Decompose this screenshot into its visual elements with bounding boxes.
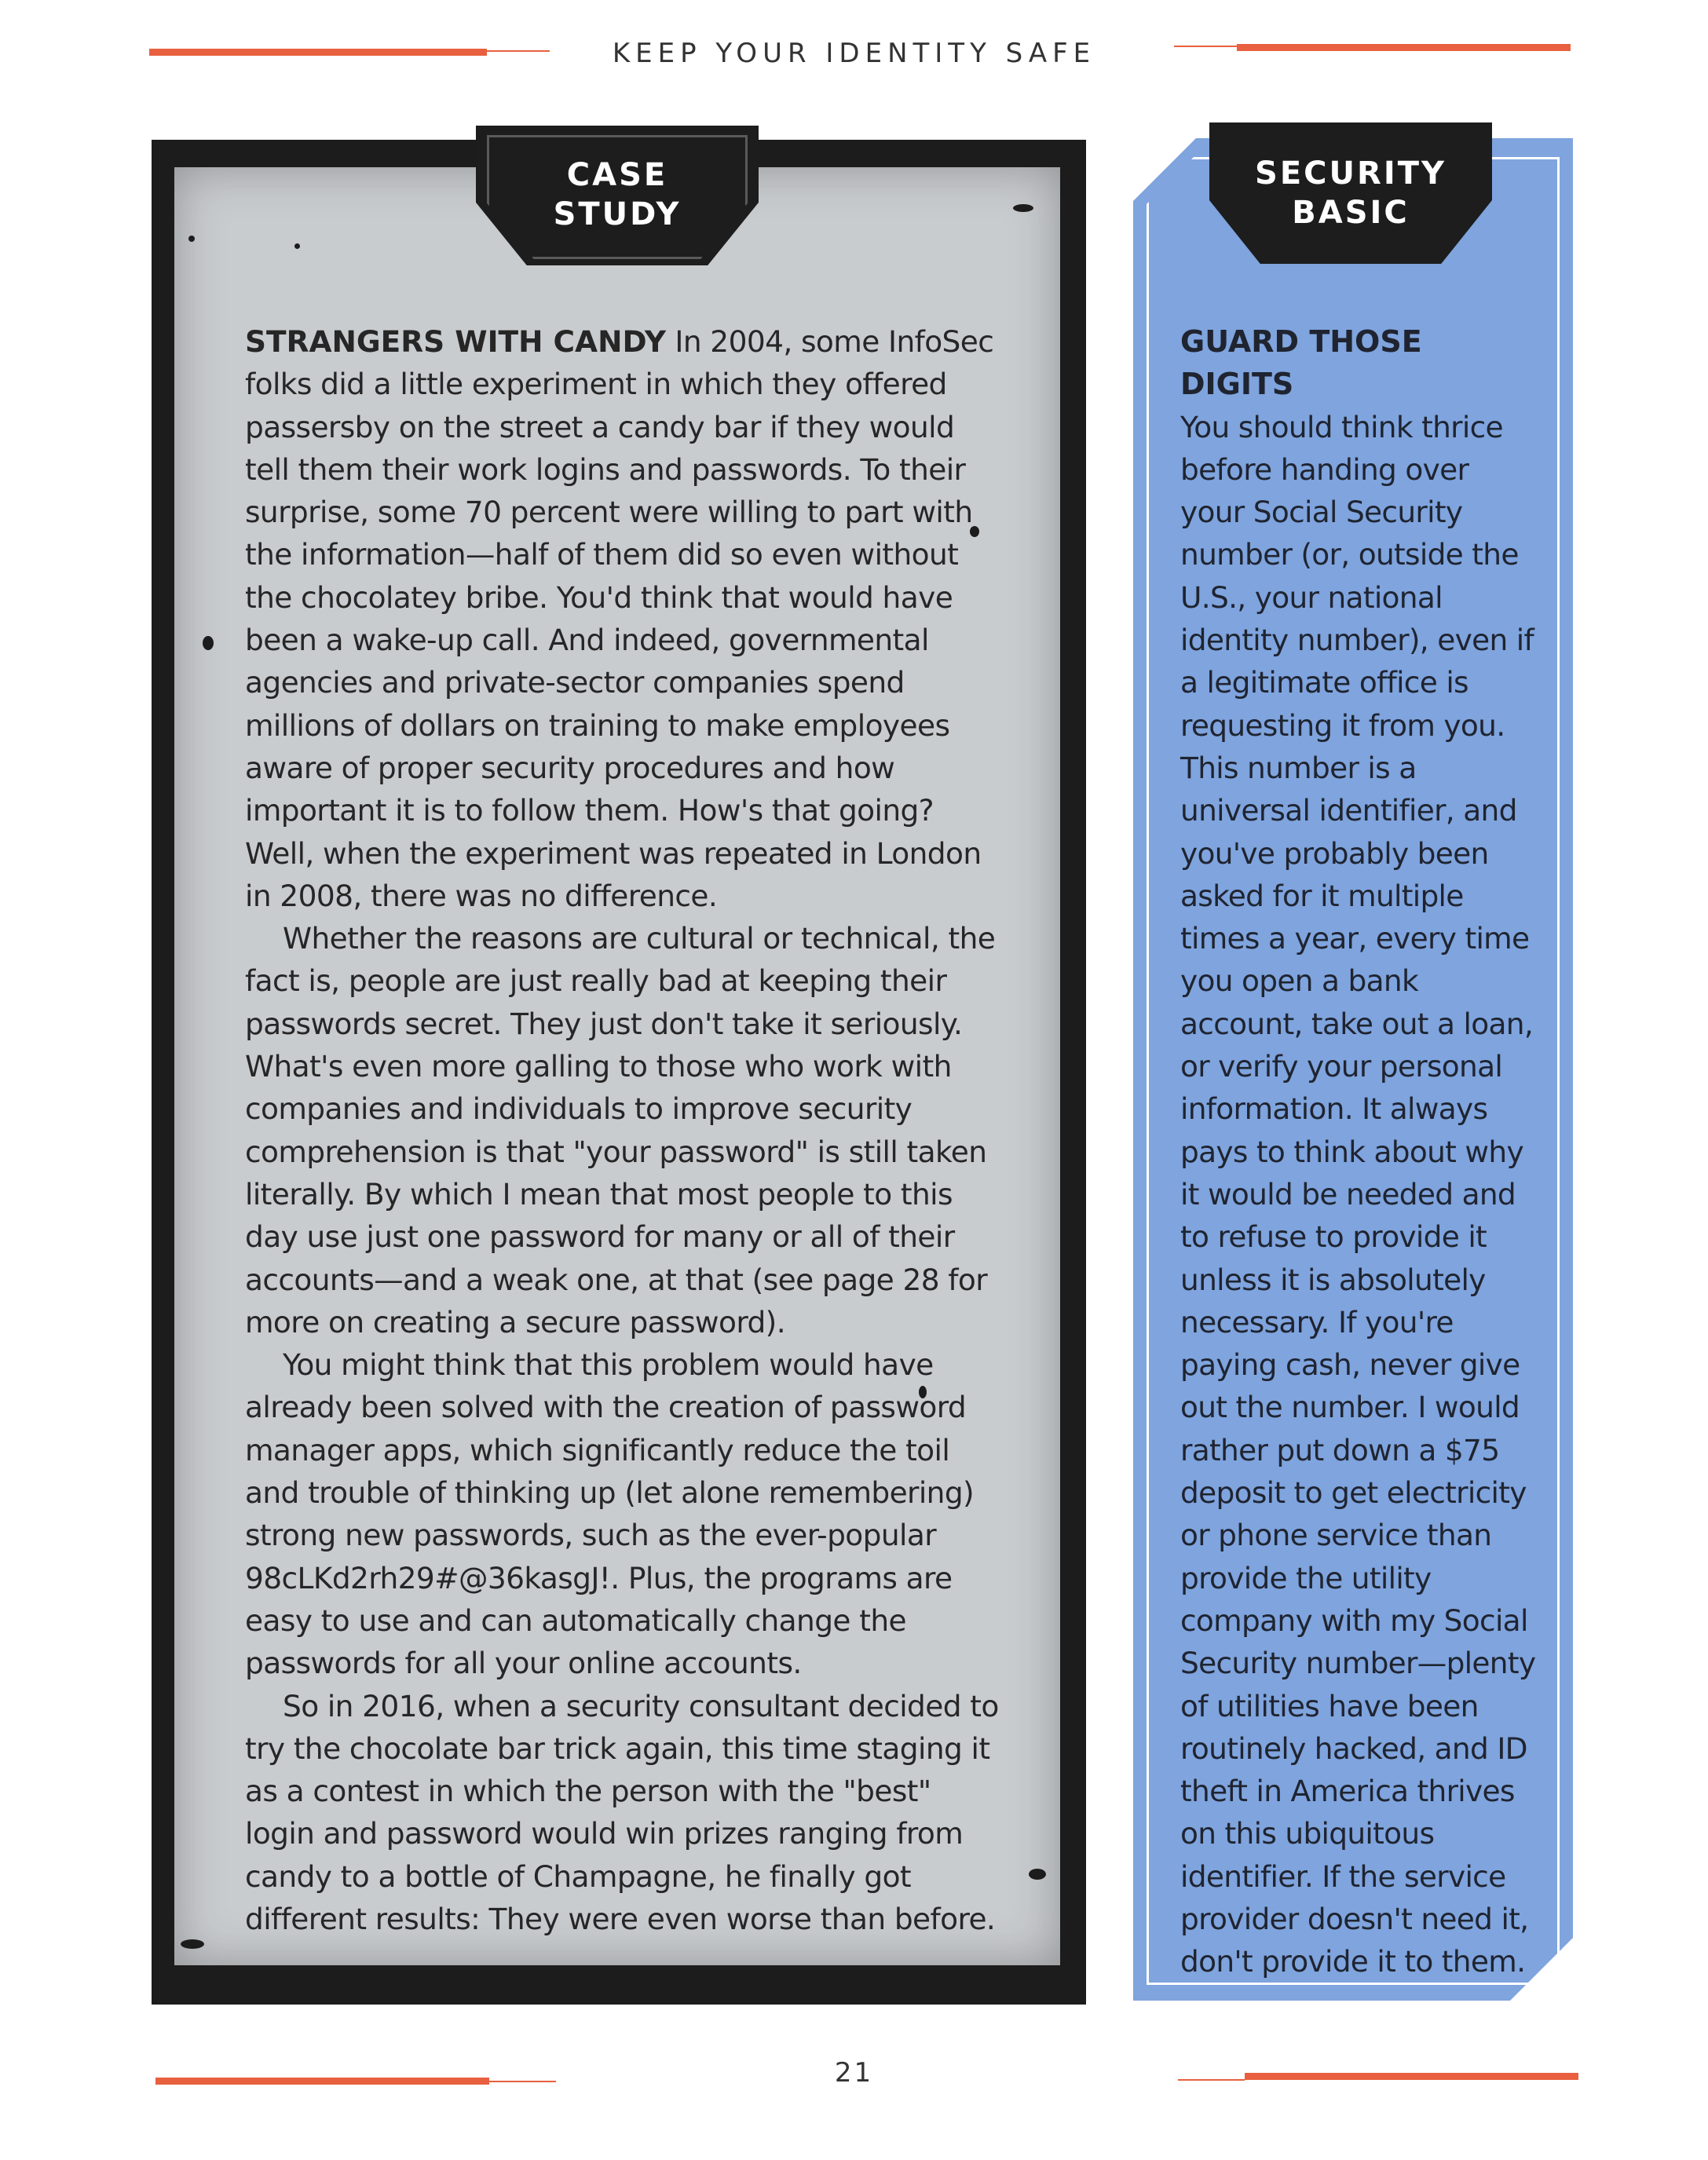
case-study-tab-label — [476, 155, 759, 234]
case-study-tab-line2: STUDY — [553, 196, 682, 232]
grunge-speck — [188, 236, 195, 242]
case-study-body — [245, 320, 1007, 1940]
grunge-speck — [203, 636, 214, 650]
security-basic-tab-line1: SECURITY — [1255, 155, 1446, 192]
running-head: KEEP YOUR IDENTITY SAFE — [612, 38, 1096, 69]
security-basic-body — [1180, 320, 1538, 1983]
case-study-paragraph-1-text: In 2004, some InfoSec folks did a little experiment in which they offered passersby on the street a candy bar if they would tell them their work logins and passwords. To their surprise, some 70 percent were willing to part with the information—half of them did so even without the chocolatey bribe. You'd think that would have been a wake-up call. And indeed, governmental agencies and private-sector companies spend millions of dollars on training to make employees aware of proper security procedures and how important it is to follow them. How's that going? Well, when the experiment was repeated in London in 2008, there was no difference. — [245, 324, 994, 913]
case-study-tab-line1: CASE — [566, 157, 668, 193]
grunge-speck — [1013, 204, 1033, 212]
case-study-paragraph-3: You might think that this problem would have already been solved with the creation of password manager apps, which significantly reduce the toil and trouble of thinking up (let alone remembering) strong new passwords, such as the ever-popular 98cLKd2rh29#@36kasgJ!. Plus, the programs are easy to use and can automatically change the passwords for all your online accounts. — [245, 1347, 975, 1681]
grunge-speck — [294, 243, 300, 249]
grunge-speck — [1029, 1869, 1046, 1880]
page-number: 21 — [834, 2057, 874, 2089]
case-study-paragraph-2: Whether the reasons are cultural or technical, the fact is, people are just really bad at keeping their passwords secret. They just don't take it seriously. What's even more galling to those who work with companies and individuals to improve security comprehension is that "your password" is still taken literally. By which I mean that most people to this day use just one password for many or all of their accounts—and a weak one, at that (see page 28 for more on creating a secure password). — [245, 921, 996, 1339]
case-study-paragraph-1 — [245, 320, 1007, 917]
security-basic-paragraph: You should think thrice before handing over your Social Security number (or, outside the U.S., your national identity number), even if a legitimate office is requesting it from you. This number is a universal identifier, and you've probably been asked for it multiple times a year, every time you open a bank account, take out a loan, or verify your personal information. It always pays to think about why it would be needed and to refuse to provide it unless it is absolutely necessary. If you're paying cash, never give out the number. I would rather put down a $75 deposit to get electricity or phone service than provide the utility company with my Social Security number—plenty of utilities have been routinely hacked, and ID theft in America thrives on this ubiquitous identifier. If the service provider doesn't need it, don't provide it to them. — [1180, 409, 1536, 1979]
security-basic-tab-line2: BASIC — [1292, 195, 1410, 231]
case-study-paragraph-4: So in 2016, when a security consultant decided to try the chocolate bar trick again, this time staging it as a contest in which the person with the "best" login and password would win prizes ranging from candy to a bottle of Champagne, he finally got different results: They were even worse than before. — [245, 1688, 999, 1936]
case-study-heading: STRANGERS WITH CANDY — [245, 324, 667, 359]
grunge-speck — [181, 1939, 204, 1949]
security-basic-heading: GUARD THOSE DIGITS — [1180, 324, 1422, 402]
security-basic-tab-label — [1209, 154, 1492, 232]
